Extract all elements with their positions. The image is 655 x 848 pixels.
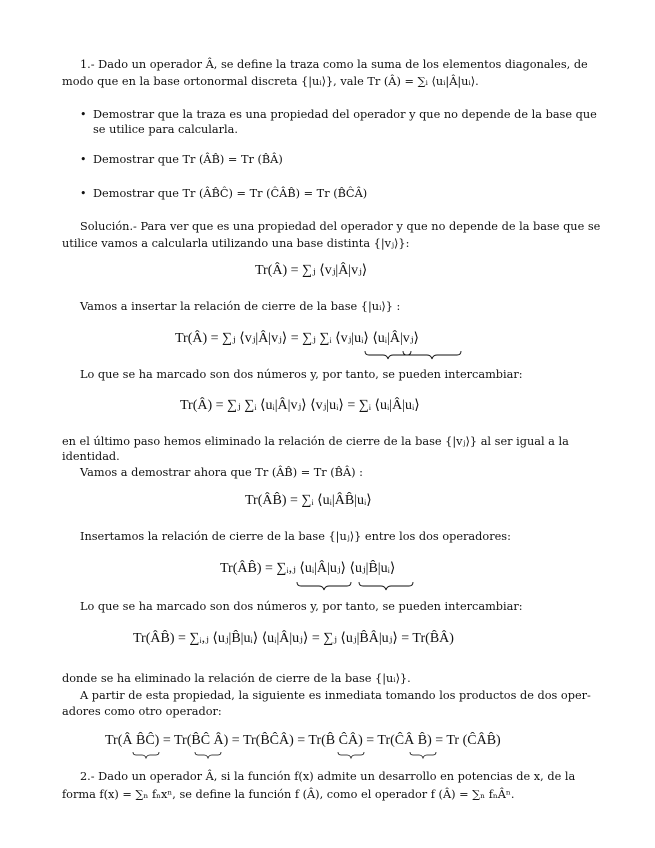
equation-swap: Tr(Â) = ∑ⱼ ∑ᵢ ⟨uᵢ|Â|vⱼ⟩ ⟨vⱼ|uᵢ⟩ = ∑ᵢ ⟨uᵢ|Â|uᵢ⟩ [180,398,420,413]
underbrace [338,752,364,758]
bullet-2: Demostrar que Tr (ÂB̂) = Tr (B̂Â) [93,153,283,166]
underbrace [403,351,461,359]
bullet-icon: • [80,108,87,121]
text-insert-between: Insertamos la relación de cierre de la base {|uⱼ⟩} entre los dos operadores: [80,530,511,543]
bullet-icon: • [80,153,87,166]
equation-trace-ab: Tr(ÂB̂) = ∑ᵢ ⟨uᵢ|ÂB̂|uᵢ⟩ [245,493,372,508]
underbrace [133,752,159,758]
text-marked-numbers-2: Lo que se ha marcado son dos números y, por tanto, se pueden intercambiar: [80,600,523,613]
underbrace [359,582,413,590]
underbrace [365,351,411,359]
text-from-property-line1: A partir de esta propiedad, la siguiente es inmediata tomando los productos de dos oper- [80,689,591,702]
solution-line1: Solución.- Para ver que es una propiedad del operador y que no depende de la base que se [80,220,601,233]
solution-line2: utilice vamos a calcularla utilizando una base distinta {|vⱼ⟩}: [62,237,410,250]
text-demonstrate-ab: Vamos a demostrar ahora que Tr (ÂB̂) = Tr (B̂Â) : [80,466,363,479]
equation-trace-ba: Tr(ÂB̂) = ∑ᵢ,ⱼ ⟨uⱼ|B̂|uᵢ⟩ ⟨uᵢ|Â|uⱼ⟩ = ∑ⱼ ⟨uⱼ|B̂Â|uⱼ⟩ = Tr(B̂Â) [133,631,454,646]
text-last-step-line1: en el último paso hemos eliminado la relación de cierre de la base {|vⱼ⟩} al ser igual a la [62,435,569,448]
text-insert-closure: Vamos a insertar la relación de cierre de la base {|uᵢ⟩} : [80,300,401,313]
underbrace [297,582,351,590]
problem1-line1: 1.- Dado un operador Â, se define la traza como la suma de los elementos diagonales, de [80,58,588,71]
problem2-line1: 2.- Dado un operador Â, si la función f(x) admite un desarrollo en potencias de x, de la [80,770,576,783]
text-last-step-line2: identidad. [62,450,120,463]
text-from-property-line2: adores como otro operador: [62,705,222,718]
bullet-3: Demostrar que Tr (ÂB̂Ĉ) = Tr (ĈÂB̂) = Tr (B̂ĈÂ) [93,187,368,200]
bullet-icon: • [80,187,87,200]
underbrace [410,752,436,758]
bullet-1-line2: se utilice para calcularla. [93,123,238,136]
problem1-line2: modo que en la base ortonormal discreta {|uᵢ⟩}, vale Tr (Â) = ∑ᵢ ⟨uᵢ|Â|uᵢ⟩. [62,75,479,88]
equation-trace-v: Tr(Â) = ∑ⱼ ⟨vⱼ|Â|vⱼ⟩ [255,263,368,278]
text-closure-eliminated: donde se ha eliminado la relación de cierre de la base {|uᵢ⟩}. [62,672,411,685]
equation-cyclic: Tr(Â B̂Ĉ) = Tr(B̂Ĉ Â) = Tr(B̂ĈÂ) = Tr(B̂ ĈÂ) = Tr(ĈÂ B̂) = Tr (ĈÂB̂) [105,733,501,748]
underbrace [195,752,221,758]
problem2-line2: forma f(x) = ∑ₙ fₙxⁿ, se define la función f (Â), como el operador f (Â) = ∑ₙ fₙÂⁿ. [62,788,515,801]
text-marked-numbers-1: Lo que se ha marcado son dos números y, por tanto, se pueden intercambiar: [80,368,523,381]
bullet-1-line1: Demostrar que la traza es una propiedad del operador y que no depende de la base que [93,108,597,121]
equation-trace-ab-expanded: Tr(ÂB̂) = ∑ᵢ,ⱼ ⟨uᵢ|Â|uⱼ⟩ ⟨uⱼ|B̂|uᵢ⟩ [220,561,396,576]
equation-closure: Tr(Â) = ∑ⱼ ⟨vⱼ|Â|vⱼ⟩ = ∑ⱼ ∑ᵢ ⟨vⱼ|uᵢ⟩ ⟨uᵢ|Â|vⱼ⟩ [175,331,419,346]
